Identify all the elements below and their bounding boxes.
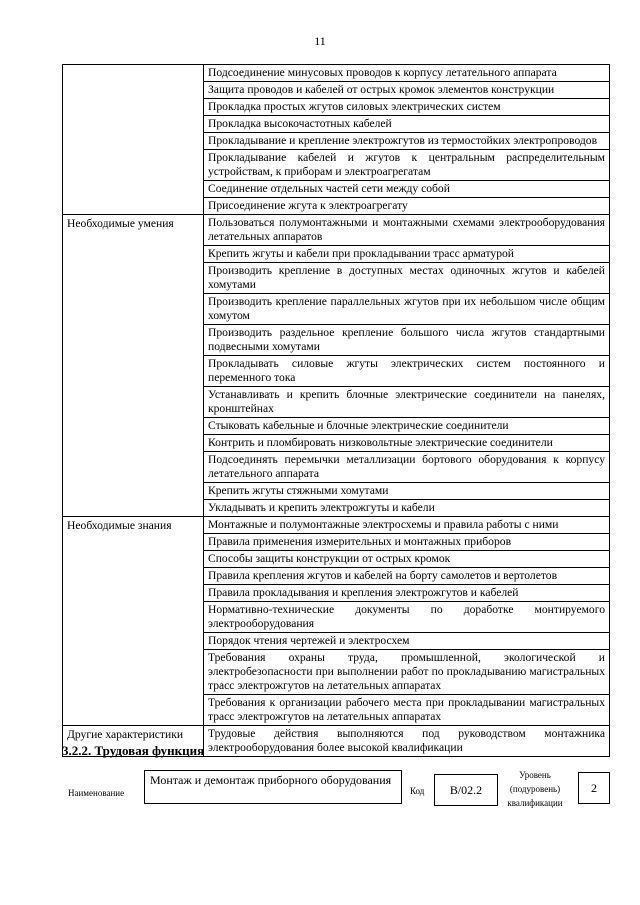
table-row (63, 215, 610, 246)
table-cell-item: Подсоединение минусовых проводов к корпусу летательного аппарата (204, 65, 610, 82)
table-cell-item: Правила прокладывания и крепления электрожгутов и кабелей (204, 585, 610, 602)
table-cell-item: Укладывать и крепить электрожгуты и кабели (204, 500, 610, 517)
row-category-label (63, 65, 204, 215)
table-cell-item: Присоединение жгута к электроагрегату (204, 198, 610, 215)
table-cell-item: Требования к организации рабочего места при прокладывании магистральных трасс электрожгутов на летательных аппаратах (204, 695, 610, 726)
table-cell-item: Производить раздельное крепление большого числа жгутов стандартными подвесными хомутами (204, 325, 610, 356)
row-category-label: Необходимые умения (63, 215, 204, 517)
labor-function-header (62, 768, 610, 816)
table-cell-item: Устанавливать и крепить блочные электрические соединители на панелях, кронштейнах (204, 387, 610, 418)
level-field: 2 (578, 772, 610, 804)
table-cell-item: Защита проводов и кабелей от острых кромок элементов конструкции (204, 82, 610, 99)
code-label: Код (410, 786, 425, 796)
table-cell-item: Производить крепление параллельных жгутов при их небольшом числе общим хомутом (204, 294, 610, 325)
table-cell-item: Монтажные и полумонтажные электросхемы и правила работы с ними (204, 517, 610, 534)
table-cell-item: Трудовые действия выполняются под руководством монтажника электрооборудования более высокой квалификации (204, 726, 610, 757)
table-cell-item: Способы защиты конструкции от острых кромок (204, 551, 610, 568)
table-cell-item: Прокладывание и крепление электрожгутов из термостойких электропроводов (204, 133, 610, 150)
table-cell-item: Правила применения измерительных и монтажных приборов (204, 534, 610, 551)
table-cell-item: Крепить жгуты и кабели при прокладывании трасс арматурой (204, 246, 610, 263)
table-row (63, 517, 610, 534)
row-category-label: Другие характеристики (63, 726, 204, 757)
code-field: B/02.2 (434, 774, 498, 806)
table-cell-item: Прокладывать силовые жгуты электрических систем постоянного и переменного тока (204, 356, 610, 387)
function-name-field: Монтаж и демонтаж приборного оборудования (144, 770, 402, 804)
table-cell-item: Правила крепления жгутов и кабелей на борту самолетов и вертолетов (204, 568, 610, 585)
table-cell-item: Прокладка высокочастотных кабелей (204, 116, 610, 133)
requirements-table (62, 64, 610, 757)
table-cell-item: Порядок чтения чертежей и электросхем (204, 633, 610, 650)
section-title: 3.2.2. Трудовая функция (62, 743, 205, 758)
row-category-label: Необходимые знания (63, 517, 204, 726)
table-cell-item: Производить крепление в доступных местах одиночных жгутов и кабелей хомутами (204, 263, 610, 294)
table-cell-item: Пользоваться полумонтажными и монтажными схемами электрооборудования летательных аппаратов (204, 215, 610, 246)
table-cell-item: Требования охраны труда, промышленной, экологической и электробезопасности при выполнении работ по прокладыванию магистральных трасс электрожгутов на летательных аппаратах (204, 650, 610, 695)
name-label: Наименование (68, 788, 125, 798)
page-number: 11 (314, 34, 326, 48)
table-cell-item: Прокладка простых жгутов силовых электрических систем (204, 99, 610, 116)
table-cell-item: Соединение отдельных частей сети между собой (204, 181, 610, 198)
table-cell-item: Подсоединять перемычки металлизации бортового оборудования к корпусу летательного аппарата (204, 452, 610, 483)
table-cell-item: Стыковать кабельные и блочные электрические соединители (204, 418, 610, 435)
table-row (63, 65, 610, 82)
table-cell-item: Прокладывание кабелей и жгутов к центральным распределительным устройствам, к приборам и электроагрегатам (204, 150, 610, 181)
level-label: Уровень (подуровень) квалификации (507, 770, 563, 808)
table-cell-item: Крепить жгуты стяжными хомутами (204, 483, 610, 500)
table-cell-item: Контрить и пломбировать низковольтные электрические соединители (204, 435, 610, 452)
table-cell-item: Нормативно-технические документы по доработке монтируемого электрооборудования (204, 602, 610, 633)
